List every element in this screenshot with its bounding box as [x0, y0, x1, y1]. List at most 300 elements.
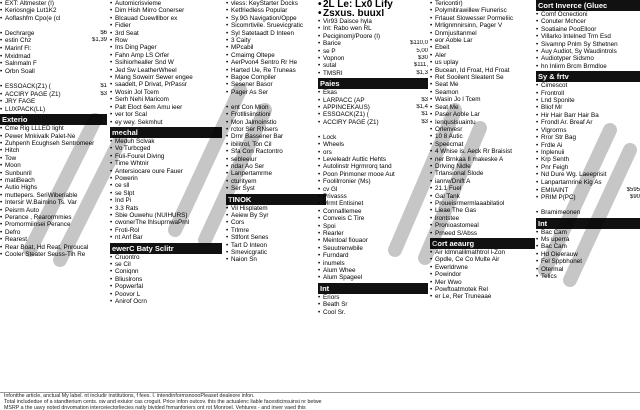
item-label: Krp Senth: [541, 156, 570, 164]
item-label: ce sll: [115, 182, 130, 190]
equipment-item: [226, 0, 326, 7]
item-price: $90: [629, 194, 640, 201]
bullet-icon: •: [110, 145, 113, 153]
item-label: Rror Str Bag: [541, 134, 576, 142]
bullet-icon: •: [430, 278, 433, 286]
bullet-icon: •: [318, 9, 322, 18]
equipment-item: [0, 170, 107, 177]
equipment-item: [226, 249, 326, 256]
equipment-item: [0, 68, 107, 75]
equipment-item: [318, 171, 428, 178]
item-label: Ser Syst: [231, 185, 255, 193]
sticker-footer: [0, 392, 640, 410]
item-label: Rear Boat, Hd Reat, Pnroucal: [5, 243, 89, 251]
bullet-icon: •: [430, 192, 433, 200]
sticker-section: [318, 283, 428, 316]
footer-disclaimer-right-1: Total includedue of a standterium cents. ow and exiuior cas croguit. Price infon outcov. this the actualenc liable facesticinsuinsi nr betwe: [4, 399, 322, 405]
equipment-item: [430, 249, 535, 256]
item-label: Ins Ding Pager: [115, 44, 157, 52]
equipment-item: [226, 119, 326, 126]
equipment-item: [0, 53, 107, 60]
equipment-item: [430, 126, 535, 133]
item-label: Defro: [5, 228, 21, 236]
sticker-section: [318, 78, 428, 282]
item-label: Peisrm Auto: [5, 206, 39, 214]
item-label: ESSOACK(Z1) (: [5, 83, 51, 91]
item-label: cturityem: [231, 177, 257, 185]
item-label: hn Inlirm Brcm Brmdloe: [541, 62, 607, 70]
bullet-icon: •: [110, 59, 113, 67]
equipment-item: [318, 111, 428, 118]
bullet-icon: •: [226, 204, 229, 212]
bullet-icon: •: [536, 156, 539, 164]
column-1: [0, 0, 107, 392]
bullet-icon: •: [110, 0, 113, 7]
item-label: Pnr Feigh: [541, 163, 569, 171]
item-label: Stlfont Senes: [231, 234, 269, 242]
bullet-icon: •: [110, 283, 113, 291]
bullet-icon: •: [318, 141, 321, 149]
bullet-icon: •: [0, 125, 3, 133]
item-label: Fel Sppbhonet: [541, 258, 582, 266]
section-heading: ewerC Baty Sclitr: [110, 243, 222, 254]
item-label: LUXPACK(LL): [5, 105, 46, 113]
item-price: $1: [100, 83, 107, 90]
bullet-icon: •: [536, 48, 539, 56]
item-label: Syl Satetaadt D Inteen: [231, 29, 295, 37]
bullet-icon: •: [318, 244, 321, 252]
item-label: Meduh Sclvak: [115, 137, 155, 145]
equipment-item: [318, 70, 428, 77]
equipment-item: [430, 30, 535, 37]
item-label: Villarko Intelned Trm Esd: [541, 33, 611, 41]
bullet-icon: •: [0, 147, 3, 155]
sticker-section: [0, 114, 107, 258]
section-heading: Cort Inverce (Gluec: [536, 0, 640, 11]
item-label: Fidier: [115, 22, 131, 30]
item-label: EMIIAINT: [541, 186, 569, 194]
equipment-item: [536, 194, 640, 201]
bullet-icon: •: [0, 243, 3, 251]
bullet-icon: •: [226, 211, 229, 219]
item-label: Autolinstr Hgrmrorq tand: [323, 163, 392, 171]
bullet-icon: •: [318, 118, 321, 126]
bullet-icon: •: [430, 207, 433, 215]
equipment-item: [0, 184, 107, 191]
bullet-icon: •: [536, 178, 539, 186]
item-label: ACCIRY PAGE (Z1): [5, 90, 61, 98]
equipment-item: [536, 243, 640, 250]
bullet-icon: •: [536, 25, 539, 33]
bullet-icon: •: [318, 133, 321, 141]
equipment-item: [0, 91, 107, 98]
bullet-icon: •: [0, 105, 3, 113]
section-heading: Int: [318, 283, 428, 294]
item-label: sutal: [323, 62, 337, 70]
equipment-item: [110, 81, 222, 88]
item-label: Harted Ue, Re Truneas: [231, 66, 296, 74]
bullet-icon: •: [536, 104, 539, 112]
item-label: se P: [323, 47, 336, 55]
item-label: Ms uperra: [541, 235, 570, 243]
bullet-icon: •: [226, 155, 229, 163]
item-label: AerPvon4 Sentro Rr He: [231, 59, 298, 67]
bullet-icon: •: [110, 189, 113, 197]
equipment-item: [430, 22, 535, 29]
equipment-item: [430, 230, 535, 237]
equipment-item: [226, 242, 326, 249]
bullet-icon: •: [536, 265, 539, 273]
bullet-icon: •: [0, 162, 3, 170]
equipment-item: [110, 291, 222, 298]
item-label: Vir93 Daisce hyla: [323, 18, 372, 25]
item-label: ey wey. Sekmhut: [115, 118, 163, 126]
equipment-item: [226, 22, 326, 29]
equipment-item: [226, 81, 326, 88]
item-label: Furndard: [323, 252, 349, 260]
equipment-item: [318, 89, 428, 96]
item-price: $111,: [413, 62, 428, 69]
equipment-item: [0, 147, 107, 154]
equipment-item: [318, 237, 428, 244]
item-label: MPcabil: [231, 44, 254, 52]
equipment-item: [0, 106, 107, 113]
bullet-icon: •: [0, 169, 3, 177]
bullet-icon: •: [430, 14, 433, 22]
item-label: Alum Whee: [323, 267, 356, 274]
bullet-icon: •: [226, 256, 229, 264]
bullet-icon: •: [318, 163, 321, 171]
equipment-item: [318, 0, 428, 9]
equipment-item: [0, 0, 107, 7]
equipment-item: [0, 155, 107, 162]
item-label: ent Con Mion: [231, 103, 269, 111]
item-label: Cool Sr.: [323, 308, 346, 316]
bullet-icon: •: [0, 7, 3, 15]
item-label: TMSRI: [323, 69, 343, 77]
bullet-icon: •: [226, 7, 229, 15]
bullet-icon: •: [318, 18, 321, 25]
bullet-icon: •: [430, 133, 433, 141]
equipment-item: [226, 141, 326, 148]
sticker-section: [226, 0, 326, 193]
bullet-icon: •: [318, 192, 321, 200]
item-label: Perance , Rearormmies: [5, 213, 72, 221]
item-label: Bliof Mr: [541, 104, 563, 112]
equipment-item: [536, 209, 640, 216]
item-label: Frotllisiinstioni: [231, 111, 271, 119]
bullet-icon: •: [430, 88, 433, 96]
item-label: Lanpartarnrine Kig As: [541, 178, 602, 186]
equipment-item: [226, 37, 326, 44]
equipment-item: [318, 97, 428, 104]
equipment-item: [110, 22, 222, 29]
bullet-icon: •: [430, 293, 433, 301]
equipment-item: [226, 212, 326, 219]
item-label: 4 Whise is. Aeck Rr Braisist: [435, 148, 512, 156]
equipment-item: [226, 15, 326, 22]
bullet-icon: •: [536, 141, 539, 149]
bullet-icon: •: [430, 162, 433, 170]
bullet-icon: •: [0, 83, 3, 91]
bullet-icon: •: [318, 32, 321, 40]
item-label: vless: KeyStarter Docks: [231, 0, 298, 7]
bullet-icon: •: [0, 199, 3, 207]
item-label: Coniqnn: [115, 268, 139, 276]
item-label: Spoi: [323, 222, 336, 230]
equipment-item: [0, 162, 107, 169]
equipment-item: [226, 59, 326, 66]
item-label: Keriosngje Lut1K2: [5, 7, 57, 15]
sticker-section: [536, 0, 640, 70]
item-label: Tericontir): [435, 0, 463, 7]
equipment-item: [318, 208, 428, 215]
item-label: Seat Me: [435, 103, 459, 111]
equipment-item: [0, 15, 107, 22]
bullet-icon: •: [430, 51, 433, 59]
item-label: Dechrarge: [5, 29, 35, 37]
bullet-icon: •: [110, 268, 113, 276]
equipment-item: [226, 205, 326, 212]
equipment-item: [110, 52, 222, 59]
bullet-icon: •: [0, 14, 3, 22]
equipment-item: [430, 15, 535, 22]
bullet-icon: •: [0, 191, 3, 199]
item-label: EXT: Altmester (I): [5, 0, 54, 7]
bullet-icon: •: [536, 163, 539, 171]
equipment-item: [430, 200, 535, 207]
bullet-icon: •: [430, 22, 433, 30]
item-label: Powftoatmotek Rel: [435, 286, 488, 294]
bullet-icon: •: [110, 290, 113, 298]
item-price: $1: [421, 111, 428, 118]
section-heading: TINOK: [226, 194, 326, 205]
item-label: Hitch: [5, 147, 20, 155]
equipment-item: [318, 294, 428, 301]
item-label: Rearest: [5, 236, 28, 244]
item-label: Mang Soweirr Sewer engee: [115, 74, 193, 82]
bullet-icon: •: [318, 62, 321, 70]
equipment-item: [0, 133, 107, 140]
equipment-item: [226, 156, 326, 163]
equipment-item: [226, 104, 326, 111]
item-label: Connalllemee: [323, 207, 362, 215]
bullet-icon: •: [226, 88, 229, 96]
equipment-item: [430, 7, 535, 14]
bullet-icon: •: [536, 235, 539, 243]
item-label: 2L Le: Lx0 Lify: [323, 0, 393, 9]
bullet-icon: •: [0, 52, 3, 60]
equipment-item: [318, 62, 428, 69]
equipment-item: [318, 25, 428, 32]
equipment-item: [430, 67, 535, 74]
item-label: Cors: [231, 219, 245, 227]
section-heading: Int: [536, 218, 640, 229]
item-label: Row: [115, 37, 128, 45]
item-price: $3: [421, 96, 428, 103]
equipment-item: [226, 52, 326, 59]
item-label: Gpdle, Ce Co Multe Air: [435, 256, 500, 264]
bullet-icon: •: [110, 204, 113, 212]
bullet-icon: •: [226, 185, 229, 193]
sticker-section: [110, 127, 222, 242]
bullet-icon: •: [226, 29, 229, 37]
bullet-icon: •: [0, 45, 3, 53]
bullet-icon: •: [430, 222, 433, 230]
bullet-icon: •: [110, 174, 113, 182]
bullet-icon: •: [226, 66, 229, 74]
item-label: Mxidmad: [5, 52, 31, 60]
equipment-item: [318, 252, 428, 259]
item-label: Soatiaine PooElloor: [541, 25, 597, 33]
equipment-item: [536, 171, 640, 178]
equipment-item: [0, 140, 107, 147]
bullet-icon: •: [0, 184, 3, 192]
equipment-item: [0, 177, 107, 184]
bullet-icon: •: [110, 197, 113, 205]
bullet-icon: •: [430, 66, 433, 74]
item-label: Time Whtnir: [115, 160, 149, 168]
bullet-icon: •: [430, 256, 433, 264]
item-label: Moon: [5, 162, 21, 170]
column-2: [110, 0, 222, 392]
equipment-item: [318, 33, 428, 40]
equipment-item: [0, 30, 107, 37]
equipment-item: [430, 148, 535, 155]
bullet-icon: •: [226, 148, 229, 156]
bullet-icon: •: [110, 298, 113, 306]
item-label: Frondl Ar. Breaf Ar: [541, 119, 593, 127]
item-label: Naion Sn: [231, 256, 257, 264]
bullet-icon: •: [110, 81, 113, 89]
item-label: Fahn Amp LS Orfer: [115, 51, 170, 59]
item-label: 3.3 Rats: [115, 204, 139, 212]
equipment-item: [110, 74, 222, 81]
bullet-icon: •: [536, 126, 539, 134]
item-label: Sicomrtivile. Sruevicgratic: [231, 22, 304, 30]
item-label: Bramimeonen: [541, 209, 581, 217]
bullet-icon: •: [0, 236, 3, 244]
item-label: Powindor: [435, 271, 462, 279]
equipment-item: [0, 75, 107, 82]
item-label: Trlmre: [231, 226, 249, 234]
equipment-item: [430, 293, 535, 300]
equipment-item: [536, 11, 640, 18]
sticker-section: [318, 0, 428, 77]
equipment-item: [536, 258, 640, 265]
item-label: us uplay: [435, 59, 459, 67]
bullet-icon: •: [318, 200, 321, 208]
bullet-icon: •: [110, 103, 113, 111]
item-label: rctor Ser RNsers: [231, 125, 278, 133]
bullet-icon: •: [318, 237, 321, 245]
equipment-item: [226, 126, 326, 133]
item-label: Comf Ocnectioni: [541, 11, 588, 18]
equipment-item: [0, 214, 107, 221]
item-price: 5,00: [416, 47, 428, 54]
equipment-item: [536, 273, 640, 280]
equipment-item: [430, 185, 535, 192]
item-label: PRIM P(PC): [541, 194, 576, 202]
bullet-icon: •: [0, 213, 3, 221]
item-label: Drlving Nidle: [435, 162, 471, 170]
bullet-icon: •: [110, 37, 113, 45]
item-label: Sy.9G Navigation/Oppe: [231, 14, 297, 22]
equipment-item: [226, 67, 326, 74]
item-label: Peciginomj/Poore (I): [323, 32, 381, 40]
item-label: Paser Aoble Lar: [435, 111, 480, 119]
bullet-icon: •: [226, 44, 229, 52]
bullet-icon: •: [318, 229, 321, 237]
item-label: Vopnon: [323, 55, 345, 63]
item-label: Sbie Ouwehu (NUIHURS): [115, 211, 188, 219]
equipment-item: [318, 48, 428, 55]
equipment-item: [318, 301, 428, 308]
equipment-item: [430, 271, 535, 278]
equipment-item: [0, 229, 107, 236]
item-label: Inplenuii: [541, 148, 565, 156]
item-label: Seat Me: [435, 81, 459, 89]
bullet-icon: •: [110, 22, 113, 30]
equipment-item: [318, 200, 428, 207]
equipment-item: [110, 119, 222, 126]
equipment-item: [110, 227, 222, 234]
bullet-icon: •: [536, 33, 539, 41]
bullet-icon: •: [0, 154, 3, 162]
equipment-item: [536, 90, 640, 97]
item-label: Barice: [323, 40, 341, 48]
item-label: Salnmaln F: [5, 60, 37, 68]
sticker-section: [0, 83, 107, 113]
bullet-icon: •: [318, 207, 321, 215]
equipment-item: [0, 45, 107, 52]
bullet-icon: •: [110, 137, 113, 145]
bullet-icon: •: [226, 226, 229, 234]
item-label: Ret Sooilent Sleatent Se: [435, 74, 504, 82]
equipment-item: [110, 89, 222, 96]
bullet-icon: •: [536, 243, 539, 251]
item-label: Drnr Bassener Bar: [231, 133, 284, 141]
equipment-item: [110, 276, 222, 283]
equipment-item: [0, 192, 107, 199]
bullet-icon: •: [536, 171, 539, 179]
equipment-item: [536, 55, 640, 62]
equipment-item: [110, 96, 222, 103]
bullet-icon: •: [110, 152, 113, 160]
equipment-item: [430, 74, 535, 81]
item-label: Froti-Rol: [115, 226, 140, 234]
equipment-item: [226, 111, 326, 118]
item-price: $1,39: [91, 37, 107, 44]
bullet-icon: •: [110, 66, 113, 74]
equipment-item: [110, 261, 222, 268]
bullet-icon: •: [226, 170, 229, 178]
item-label: ianrw/Dnift A: [435, 177, 471, 185]
equipment-item: [430, 44, 535, 51]
equipment-item: [430, 178, 535, 185]
equipment-item: [318, 309, 428, 316]
bullet-icon: •: [536, 273, 539, 280]
bullet-icon: •: [318, 104, 321, 112]
equipment-item: [110, 59, 222, 66]
section-heading: mechal: [110, 127, 222, 138]
equipment-item: [430, 222, 535, 229]
bullet-icon: •: [536, 228, 539, 236]
equipment-item: [226, 133, 326, 140]
bullet-icon: •: [318, 55, 321, 63]
sticker-section: [430, 238, 535, 301]
equipment-item: [430, 207, 535, 214]
